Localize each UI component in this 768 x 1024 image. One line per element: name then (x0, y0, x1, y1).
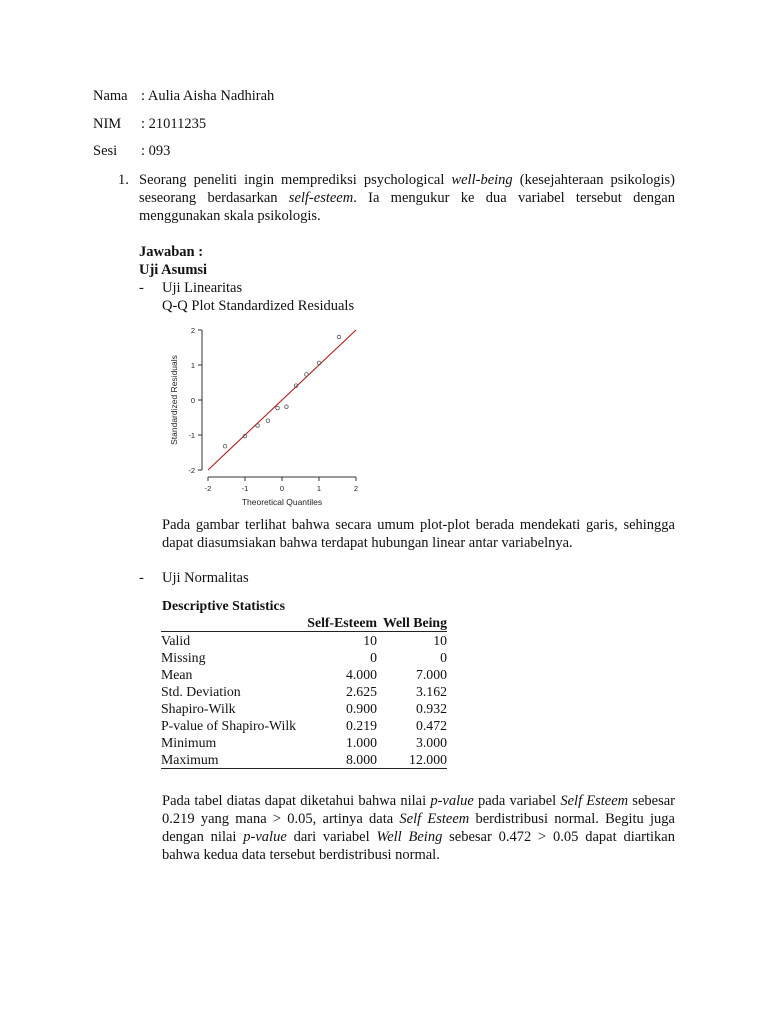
x-tick-label: -2 (204, 484, 212, 493)
table-header-well-being: Well Being (377, 614, 447, 632)
table-cell: 0.472 (415, 718, 447, 733)
uji-normalitas-title: Uji Normalitas (162, 570, 249, 586)
sesi-value: : 093 (141, 143, 171, 159)
qq-plot (160, 318, 380, 510)
y-tick-label: -2 (188, 466, 195, 475)
table-title: Descriptive Statistics (162, 598, 285, 613)
y-tick-label: 1 (190, 361, 195, 370)
nim-value: : 21011235 (141, 116, 207, 132)
table-row (161, 717, 447, 734)
table-row (161, 734, 447, 751)
table-row-label: Std. Deviation (161, 684, 241, 699)
table-row-label: Valid (161, 633, 191, 648)
normalitas-text: Pada tabel diatas dapat diketahui bahwa nilai p-value pada variabel Self Esteem sebesar 0.219 yang mana > 0.05, artinya data Self Esteem berdistribusi normal. Begitu juga dengan nilai p-value dari variabel Well Being sebesar 0.472 > 0.05 dapat diartikan bahwa kedua data tersebut berdistribusi normal. (162, 793, 675, 863)
table-cell: 0.219 (345, 718, 377, 733)
table-row-label: Minimum (161, 735, 217, 750)
table-cell: 0 (370, 650, 377, 665)
question-text: Seorang peneliti ingin memprediksi psychological well-being (kesejahteraan psikologis) seseorang berdasarkan self-esteem. Ia mengukur ke dua variabel tersebut dengan menggunakan skala psikologis. (139, 172, 675, 224)
nama-value: : Aulia Aisha Nadhirah (141, 88, 275, 104)
linearitas-text: Pada gambar terlihat bahwa secara umum plot-plot berada mendekati garis, sehingga dapat diasumsiakan bahwa terdapat hubungan linear antar variabelnya. (162, 517, 675, 551)
sesi-row (93, 143, 170, 160)
bullet-normalitas: - (139, 570, 144, 586)
table-row-label: P-value of Shapiro-Wilk (161, 718, 297, 733)
table-cell: 1.000 (345, 735, 377, 750)
table-cell: 12.000 (377, 751, 447, 769)
y-tick-label: 2 (190, 326, 195, 335)
y-tick-label: -1 (188, 431, 195, 440)
uji-asumsi-heading: Uji Asumsi (139, 262, 208, 278)
question-number: 1. (118, 172, 129, 188)
table-header-row (161, 614, 447, 632)
table-cell: 10 (433, 633, 447, 648)
table-cell: 4.000 (345, 667, 377, 682)
table-row-label: Mean (161, 667, 193, 682)
nama-label: Nama (93, 88, 128, 104)
table-header-empty (161, 614, 303, 632)
x-tick-label: 0 (279, 484, 285, 493)
table-cell: 0 (440, 650, 447, 665)
table-row (161, 632, 447, 650)
table-header-self-esteem: Self-Esteem (303, 614, 377, 632)
table-row-label: Shapiro-Wilk (161, 701, 236, 716)
nim-row (93, 116, 206, 133)
table-row (161, 700, 447, 717)
table-cell: 3.000 (415, 735, 447, 750)
data-point (337, 335, 341, 339)
uji-linearitas-title: Uji Linearitas (162, 280, 243, 296)
table-row (161, 666, 447, 683)
data-point (305, 373, 309, 377)
x-axis-label: Theoretical Quantiles (241, 497, 323, 507)
answer-heading: Jawaban : (139, 244, 204, 260)
table-cell: 2.625 (345, 684, 377, 699)
table-row (161, 683, 447, 700)
descriptive-statistics-table (161, 614, 447, 769)
table-row (161, 649, 447, 666)
nim-label: NIM (93, 116, 122, 132)
x-tick-label: 2 (353, 484, 359, 493)
sesi-label: Sesi (93, 143, 118, 159)
table-row-label: Maximum (161, 751, 303, 769)
data-point (276, 406, 280, 410)
table-cell: 3.162 (415, 684, 447, 699)
data-point (223, 444, 227, 448)
table-cell: 8.000 (303, 751, 377, 769)
data-point (266, 419, 270, 423)
y-axis-label: Standardized Residuals (169, 355, 179, 445)
bullet-linearitas: - (139, 280, 144, 296)
data-point (285, 405, 289, 409)
qq-plot-title: Q-Q Plot Standardized Residuals (162, 298, 355, 314)
table-cell: 7.000 (415, 667, 447, 682)
reference-line (208, 330, 356, 470)
data-point (317, 361, 321, 365)
nama-row (93, 88, 274, 105)
x-tick-label: 1 (316, 484, 322, 493)
table-cell: 10 (363, 633, 377, 648)
table-row (161, 751, 447, 769)
y-tick-label: 0 (190, 396, 195, 405)
table-cell: 0.932 (415, 701, 447, 716)
x-tick-label: -1 (241, 484, 249, 493)
data-point (256, 424, 260, 428)
table-row-label: Missing (161, 650, 206, 665)
table-cell: 0.900 (345, 701, 377, 716)
